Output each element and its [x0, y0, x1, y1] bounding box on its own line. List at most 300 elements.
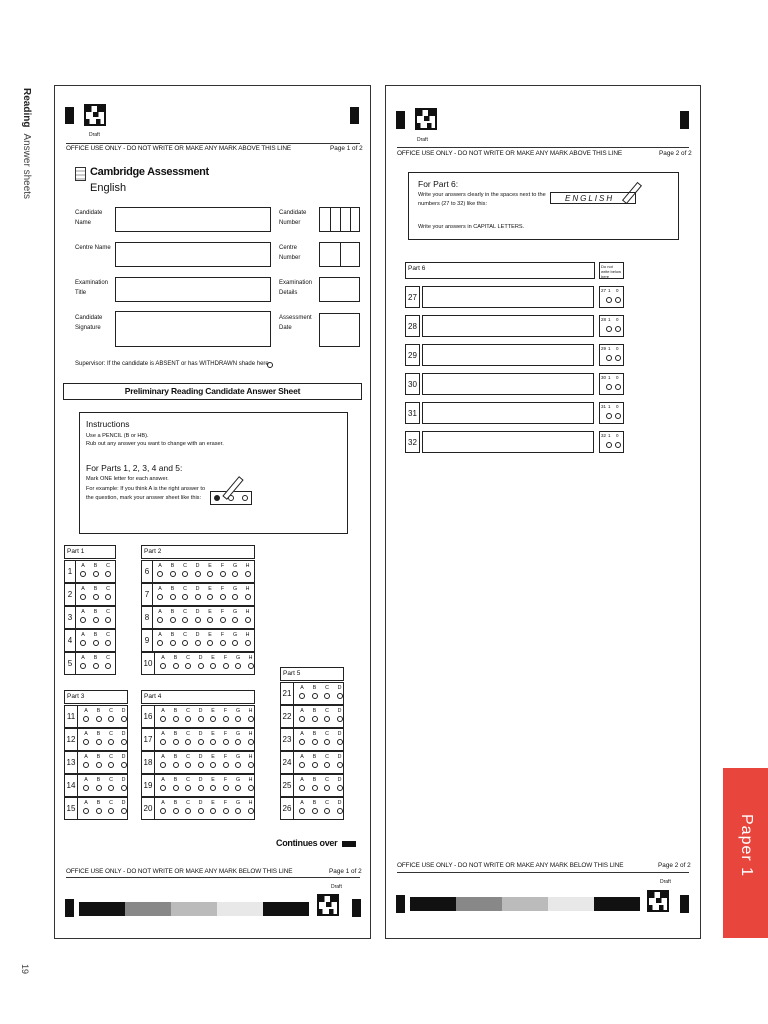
answer-bubble[interactable]	[243, 633, 253, 646]
option-letter: C	[106, 563, 110, 569]
answer-bubble[interactable]	[155, 587, 165, 600]
bottom-rule	[66, 877, 360, 878]
marker-bubble[interactable]	[606, 297, 612, 303]
answer-bubble[interactable]	[246, 656, 256, 669]
answer-bubble[interactable]	[230, 587, 240, 600]
answer-bubble[interactable]	[297, 732, 307, 745]
answer-bubble[interactable]	[233, 801, 243, 814]
timing-mark	[350, 107, 359, 124]
answer-bubble[interactable]	[196, 709, 206, 722]
office-use-top: OFFICE USE ONLY - DO NOT WRITE OR MAKE ANY MARK ABOVE THIS LINE	[397, 150, 622, 157]
question-number: 23	[281, 729, 294, 750]
answer-bubble[interactable]	[168, 587, 178, 600]
answer-bubble[interactable]	[193, 587, 203, 600]
answer-bubble[interactable]	[243, 564, 253, 577]
option-letter: C	[106, 632, 110, 638]
answer-bubble[interactable]	[243, 610, 253, 623]
option-letter: G	[232, 609, 238, 615]
answer-bubble[interactable]	[171, 732, 181, 745]
marker-label: 0	[616, 346, 619, 351]
answer-bubble[interactable]	[208, 656, 218, 669]
answer-field[interactable]	[422, 373, 594, 395]
answer-bubble[interactable]	[183, 755, 193, 768]
option-letter: B	[312, 777, 317, 783]
answer-bubble[interactable]	[106, 755, 116, 768]
option-letter: E	[211, 655, 215, 661]
written-answer-row	[405, 286, 645, 308]
question-number: 4	[65, 630, 76, 651]
option-letter: F	[223, 708, 228, 714]
candidate-name-label: Candidate Name	[75, 210, 103, 226]
option-letter: H	[245, 563, 250, 569]
marker-bubble[interactable]	[615, 326, 621, 332]
answer-bubble[interactable]	[81, 709, 91, 722]
exam-details-label: Examination Details	[279, 280, 313, 296]
option-letter: C	[325, 708, 329, 714]
option-letter: F	[223, 777, 228, 783]
answer-bubble[interactable]	[310, 778, 320, 791]
answer-bubble[interactable]	[106, 732, 116, 745]
answer-bubble[interactable]	[94, 732, 104, 745]
option-letter: A	[158, 609, 162, 615]
answer-bubble[interactable]	[106, 778, 116, 791]
answer-bubble[interactable]	[103, 610, 113, 623]
answer-bubble[interactable]	[221, 755, 231, 768]
assessment-date-field[interactable]	[319, 313, 360, 347]
page-indicator-top: Page 2 of 2	[659, 150, 692, 157]
option-letter: D	[121, 754, 126, 760]
answer-bubble[interactable]	[193, 633, 203, 646]
option-letter: A	[161, 655, 165, 661]
question-row	[280, 797, 344, 820]
answer-bubble[interactable]	[221, 732, 231, 745]
continues-over-label: Continues over	[276, 838, 338, 848]
marker-label: 1	[608, 317, 611, 322]
answer-bubble[interactable]	[335, 755, 345, 768]
answer-bubble[interactable]	[180, 633, 190, 646]
question-row	[141, 728, 255, 751]
parts-heading: For Parts 1, 2, 3, 4 and 5:	[86, 463, 183, 473]
question-row	[141, 705, 255, 728]
answer-field[interactable]	[422, 431, 594, 453]
option-letter: B	[173, 731, 178, 737]
answer-bubble[interactable]	[158, 778, 168, 791]
question-row	[280, 682, 344, 705]
option-letter: B	[93, 655, 98, 661]
option-letter: B	[170, 586, 175, 592]
exam-details-field[interactable]	[319, 277, 360, 302]
answer-bubble[interactable]	[103, 587, 113, 600]
question-number: 24	[281, 752, 294, 773]
answer-bubble[interactable]	[158, 755, 168, 768]
answer-bubble[interactable]	[158, 732, 168, 745]
answer-bubble[interactable]	[310, 755, 320, 768]
instructions-line-4: For example: If you think A is the right answer to	[86, 486, 206, 492]
answer-bubble[interactable]	[297, 686, 307, 699]
answer-bubble[interactable]	[106, 709, 116, 722]
answer-bubble[interactable]	[230, 564, 240, 577]
answer-bubble[interactable]	[168, 564, 178, 577]
marker-bubble[interactable]	[606, 384, 612, 390]
written-answer-row	[405, 344, 645, 366]
qr-code-icon	[317, 894, 339, 916]
part-1-heading: Part 1	[64, 545, 116, 559]
answer-bubble[interactable]	[183, 656, 193, 669]
option-letter: C	[106, 655, 110, 661]
option-letter: B	[93, 563, 98, 569]
option-letter: D	[337, 754, 342, 760]
answer-field[interactable]	[422, 344, 594, 366]
question-number: 14	[65, 775, 78, 796]
qr-code-icon	[647, 890, 669, 912]
marker-label: 32	[601, 433, 607, 438]
answer-bubble[interactable]	[94, 709, 104, 722]
answer-bubble[interactable]	[158, 801, 168, 814]
option-letter: E	[208, 609, 212, 615]
answer-field[interactable]	[422, 402, 594, 424]
marker-bubble[interactable]	[615, 442, 621, 448]
answer-bubble[interactable]	[171, 709, 181, 722]
page-number: 19	[20, 963, 31, 975]
option-letter: F	[223, 754, 228, 760]
answer-bubble[interactable]	[310, 709, 320, 722]
option-letter: B	[312, 754, 317, 760]
marker-label: 28	[601, 317, 607, 322]
answer-bubble[interactable]	[221, 709, 231, 722]
answer-bubble[interactable]	[246, 709, 256, 722]
answer-bubble[interactable]	[91, 656, 101, 669]
for-part6-heading: For Part 6:	[418, 179, 459, 189]
do-not-write-label: Do not write below here	[599, 262, 624, 279]
answer-bubble[interactable]	[81, 732, 91, 745]
answer-bubble[interactable]	[297, 778, 307, 791]
candidate-signature-label: Candidate Signature	[75, 315, 103, 331]
option-letter: D	[121, 800, 126, 806]
question-number: 2	[65, 584, 76, 605]
answer-bubble[interactable]	[310, 686, 320, 699]
option-letter: B	[96, 800, 101, 806]
answer-bubble[interactable]	[94, 755, 104, 768]
option-letter: A	[300, 708, 304, 714]
instructions-line-2: Rub out any answer you want to change with an eraser.	[86, 441, 224, 447]
option-letter: D	[198, 800, 203, 806]
option-letter: H	[248, 754, 253, 760]
option-letter: A	[81, 609, 85, 615]
answer-bubble[interactable]	[297, 755, 307, 768]
option-letter: H	[248, 708, 253, 714]
answer-bubble[interactable]	[208, 778, 218, 791]
answer-bubble[interactable]	[233, 778, 243, 791]
answer-bubble[interactable]	[155, 610, 165, 623]
draft-label: Draft	[417, 137, 428, 143]
option-letter: A	[84, 708, 88, 714]
answer-bubble[interactable]	[243, 587, 253, 600]
top-rule	[66, 143, 360, 144]
question-number: 15	[65, 798, 78, 819]
option-letter: D	[198, 708, 203, 714]
answer-bubble[interactable]	[119, 778, 129, 791]
answer-bubble[interactable]	[168, 610, 178, 623]
option-letter: D	[198, 777, 203, 783]
answer-bubble[interactable]	[233, 732, 243, 745]
qr-code-icon	[84, 104, 106, 126]
answer-bubble[interactable]	[196, 755, 206, 768]
answer-bubble[interactable]	[335, 732, 345, 745]
part6-instructions-box	[408, 172, 679, 240]
answer-bubble[interactable]	[218, 633, 228, 646]
option-letter: A	[158, 632, 162, 638]
answer-bubble[interactable]	[180, 564, 190, 577]
question-number: 16	[142, 706, 155, 727]
answer-bubble[interactable]	[78, 633, 88, 646]
answer-bubble[interactable]	[208, 709, 218, 722]
question-number: 7	[142, 584, 153, 605]
answer-bubble[interactable]	[335, 686, 345, 699]
answer-bubble[interactable]	[81, 801, 91, 814]
answer-bubble[interactable]	[81, 755, 91, 768]
question-number: 19	[142, 775, 155, 796]
answer-bubble[interactable]	[322, 709, 332, 722]
answer-bubble[interactable]	[91, 587, 101, 600]
part6-line-3: Write your answers in CAPITAL LETTERS.	[418, 224, 525, 230]
part-4-heading: Part 4	[141, 690, 255, 704]
answer-bubble[interactable]	[221, 801, 231, 814]
answer-bubble[interactable]	[171, 778, 181, 791]
question-number: 3	[65, 607, 76, 628]
option-letter: C	[186, 708, 190, 714]
paper-tab-label: Paper 1	[738, 814, 755, 878]
option-letter: H	[248, 731, 253, 737]
answer-bubble[interactable]	[81, 778, 91, 791]
answer-bubble[interactable]	[208, 755, 218, 768]
answer-bubble[interactable]	[208, 732, 218, 745]
answer-bubble[interactable]	[297, 709, 307, 722]
answer-bubble[interactable]	[196, 732, 206, 745]
option-letter: C	[186, 800, 190, 806]
answer-bubble[interactable]	[218, 610, 228, 623]
answer-bubble[interactable]	[78, 610, 88, 623]
option-letter: E	[211, 708, 215, 714]
answer-bubble[interactable]	[119, 732, 129, 745]
answer-bubble[interactable]	[196, 801, 206, 814]
answer-bubble[interactable]	[205, 633, 215, 646]
arrow-right-icon	[342, 841, 356, 847]
option-letter: C	[183, 563, 187, 569]
answer-field[interactable]	[422, 315, 594, 337]
answer-field[interactable]	[422, 286, 594, 308]
answer-bubble[interactable]	[78, 656, 88, 669]
option-letter: F	[223, 655, 228, 661]
answer-bubble[interactable]	[205, 564, 215, 577]
answer-bubble[interactable]	[246, 778, 256, 791]
answer-bubble[interactable]	[183, 709, 193, 722]
exam-title-field[interactable]	[115, 277, 271, 302]
answer-bubble[interactable]	[322, 755, 332, 768]
option-letter: E	[208, 632, 212, 638]
answer-bubble[interactable]	[106, 801, 116, 814]
answer-bubble[interactable]	[233, 755, 243, 768]
answer-bubble[interactable]	[246, 801, 256, 814]
answer-bubble[interactable]	[119, 755, 129, 768]
candidate-number-field[interactable]	[319, 207, 360, 232]
answer-bubble[interactable]	[91, 610, 101, 623]
answer-bubble[interactable]	[322, 732, 332, 745]
answer-bubble[interactable]	[196, 656, 206, 669]
option-letter: B	[96, 777, 101, 783]
marker-bubble[interactable]	[606, 326, 612, 332]
answer-bubble[interactable]	[230, 633, 240, 646]
option-letter: C	[109, 708, 113, 714]
answer-bubble[interactable]	[78, 564, 88, 577]
centre-number-label: Centre Number	[279, 245, 301, 261]
centre-name-field[interactable]	[115, 242, 271, 267]
marker-label: 30	[601, 375, 607, 380]
marker-label: 1	[608, 375, 611, 380]
answer-bubble[interactable]	[335, 778, 345, 791]
answer-bubble[interactable]	[171, 755, 181, 768]
question-number: 25	[281, 775, 294, 796]
option-letter: G	[235, 754, 241, 760]
answer-bubble[interactable]	[193, 610, 203, 623]
answer-bubble[interactable]	[221, 656, 231, 669]
answer-bubble[interactable]	[183, 732, 193, 745]
instructions-box	[79, 412, 348, 534]
answer-bubble[interactable]	[183, 801, 193, 814]
answer-bubble[interactable]	[103, 633, 113, 646]
answer-bubble[interactable]	[103, 656, 113, 669]
candidate-signature-field[interactable]	[115, 311, 271, 347]
answer-bubble[interactable]	[171, 656, 181, 669]
bottom-rule	[397, 872, 689, 873]
answer-bubble[interactable]	[158, 656, 168, 669]
answer-bubble[interactable]	[119, 801, 129, 814]
marker-bubble[interactable]	[615, 413, 621, 419]
question-row	[64, 629, 116, 652]
answer-bubble[interactable]	[180, 610, 190, 623]
answer-bubble[interactable]	[155, 564, 165, 577]
option-letter: D	[121, 708, 126, 714]
marker-bubble[interactable]	[615, 355, 621, 361]
answer-bubble[interactable]	[297, 801, 307, 814]
option-letter: B	[312, 731, 317, 737]
answer-bubble[interactable]	[205, 610, 215, 623]
office-use-top: OFFICE USE ONLY - DO NOT WRITE OR MAKE ANY MARK ABOVE THIS LINE	[66, 145, 291, 152]
option-letter: A	[300, 731, 304, 737]
answer-bubble[interactable]	[183, 778, 193, 791]
option-letter: D	[337, 777, 342, 783]
answer-bubble[interactable]	[168, 633, 178, 646]
option-letter: E	[211, 754, 215, 760]
marker-bubble[interactable]	[615, 384, 621, 390]
option-letter: E	[208, 586, 212, 592]
option-letter: F	[220, 563, 225, 569]
option-letter: D	[337, 685, 342, 691]
answer-bubble[interactable]	[246, 732, 256, 745]
answer-bubble[interactable]	[310, 732, 320, 745]
centre-number-field[interactable]	[319, 242, 360, 267]
answer-bubble[interactable]	[221, 778, 231, 791]
marker-bubble[interactable]	[606, 355, 612, 361]
answer-bubble[interactable]	[78, 587, 88, 600]
question-row	[280, 774, 344, 797]
draft-label-bottom: Draft	[660, 879, 671, 885]
question-row	[141, 583, 255, 606]
question-number: 8	[142, 607, 153, 628]
option-letter: G	[235, 708, 241, 714]
question-row	[280, 728, 344, 751]
answer-bubble[interactable]	[218, 564, 228, 577]
answer-bubble[interactable]	[205, 587, 215, 600]
answer-bubble[interactable]	[322, 801, 332, 814]
written-answer-row	[405, 402, 645, 424]
absent-shade-bubble[interactable]	[267, 362, 273, 368]
option-letter: G	[235, 731, 241, 737]
answer-bubble[interactable]	[246, 755, 256, 768]
answer-bubble[interactable]	[322, 778, 332, 791]
marker-bubble[interactable]	[606, 442, 612, 448]
sheet-title: Preliminary Reading Candidate Answer Sheet	[63, 383, 362, 400]
candidate-name-field[interactable]	[115, 207, 271, 232]
option-letter: B	[96, 708, 101, 714]
answer-bubble[interactable]	[91, 564, 101, 577]
instructions-line-3: Mark ONE letter for each answer.	[86, 476, 169, 482]
option-letter: E	[211, 800, 215, 806]
option-letter: C	[109, 800, 113, 806]
example-word: ENGLISH	[565, 194, 615, 203]
page-indicator-bottom: Page 2 of 2	[658, 862, 691, 869]
answer-bubble[interactable]	[230, 610, 240, 623]
question-row	[280, 705, 344, 728]
marker-label: 0	[616, 404, 619, 409]
answer-bubble[interactable]	[335, 801, 345, 814]
answer-bubble[interactable]	[158, 709, 168, 722]
question-number: 27	[405, 286, 420, 308]
marker-label: 0	[616, 375, 619, 380]
option-letter: G	[235, 777, 241, 783]
supervisor-note: Supervisor: If the candidate is ABSENT or has WITHDRAWN shade here	[75, 361, 269, 367]
answer-bubble[interactable]	[193, 564, 203, 577]
answer-bubble[interactable]	[335, 709, 345, 722]
part6-line-2: numbers (27 to 32) like this:	[418, 201, 488, 207]
answer-bubble[interactable]	[91, 633, 101, 646]
answer-bubble[interactable]	[233, 709, 243, 722]
answer-bubble[interactable]	[94, 778, 104, 791]
marker-bubble[interactable]	[615, 297, 621, 303]
answer-bubble[interactable]	[171, 801, 181, 814]
option-letter: A	[158, 586, 162, 592]
answer-bubble[interactable]	[119, 709, 129, 722]
answer-bubble[interactable]	[208, 801, 218, 814]
timing-mark	[65, 899, 74, 917]
answer-bubble[interactable]	[196, 778, 206, 791]
answer-bubble[interactable]	[103, 564, 113, 577]
page-indicator-bottom: Page 1 of 2	[329, 868, 362, 875]
answer-bubble[interactable]	[322, 686, 332, 699]
answer-bubble[interactable]	[310, 801, 320, 814]
option-letter: D	[337, 708, 342, 714]
marker-bubble[interactable]	[606, 413, 612, 419]
draft-label-bottom: Draft	[331, 884, 342, 890]
answer-bubble[interactable]	[233, 656, 243, 669]
option-letter: B	[96, 754, 101, 760]
option-letter: A	[81, 563, 85, 569]
answer-bubble[interactable]	[94, 801, 104, 814]
answer-bubble[interactable]	[180, 587, 190, 600]
marker-box	[599, 402, 624, 424]
answer-bubble[interactable]	[155, 633, 165, 646]
option-letter: B	[93, 609, 98, 615]
answer-bubble[interactable]	[218, 587, 228, 600]
